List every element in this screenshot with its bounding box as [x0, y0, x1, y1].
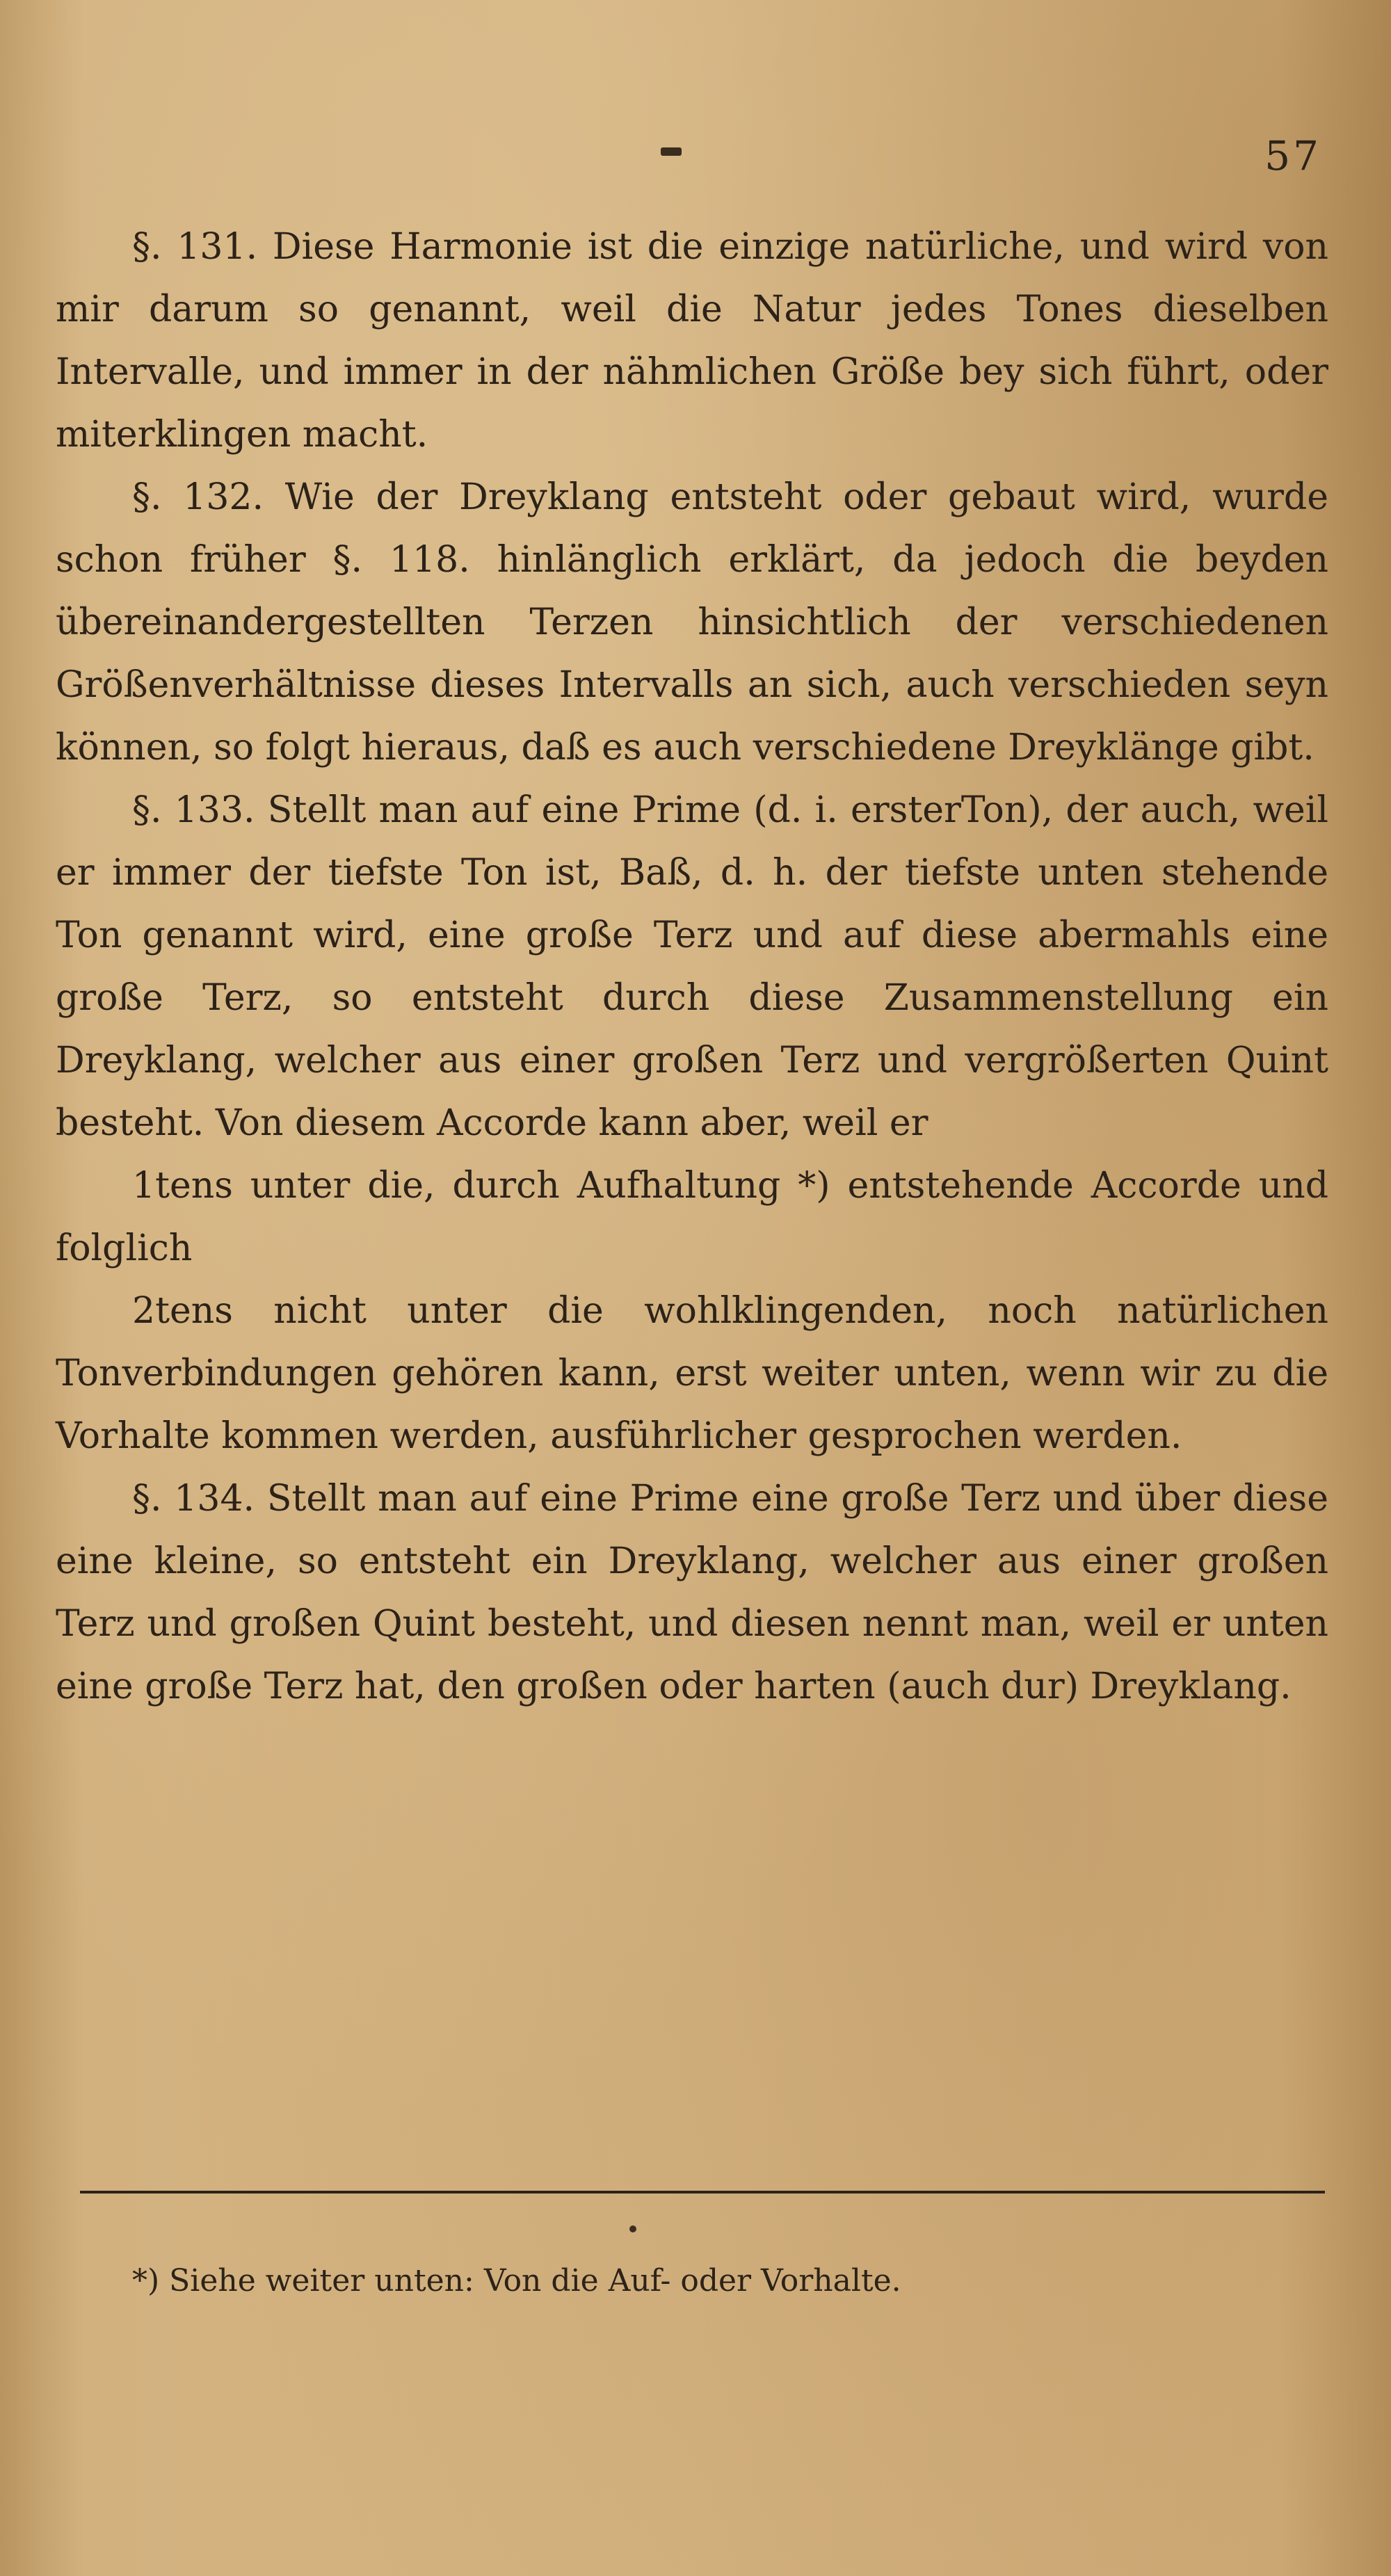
footnote: *) Siehe weiter unten: Von die Auf- oder Vorhalte. [132, 2263, 901, 2299]
footnote-rule [80, 2191, 1325, 2193]
list-item-2: 2tens nicht unter die wohlklingenden, noch natürlichen Tonverbindungen gehören kann, erst weiter unten, wenn wir zu die Vorhalte kommen werden, ausführlicher gesprochen werden. [56, 1290, 1328, 1457]
footnote-dot [629, 2225, 636, 2232]
body-text [56, 216, 1328, 1718]
paragraph-134: §. 134. Stellt man auf eine Prime eine große Terz und über diese eine kleine, so entsteht ein Dreyklang, welcher aus einer großen Terz und großen Quint besteht, und diesen nennt man, weil er unten eine große Terz hat, den großen oder harten (auch dur) Dreyklang. [56, 1478, 1328, 1707]
paragraph-131: §. 131. Diese Harmonie ist die einzige natürliche, und wird von mir darum so genannt, weil die Natur jedes Tones dieselben Intervalle, und immer in der nähmlichen Größe bey sich führt, oder miterklingen macht. [56, 226, 1328, 456]
list-item-1: 1tens unter die, durch Aufhaltung *) entstehende Accorde und folglich [56, 1165, 1328, 1269]
paragraph-132: §. 132. Wie der Dreyklang entsteht oder gebaut wird, wurde schon früher §. 118. hinlänglich erklärt, da jedoch die beyden übereinandergestellten Terzen hinsichtlich der verschiedenen Größenverhältnisse dieses Intervalls an sich, auch verschieden seyn können, so folgt hieraus, daß es auch verschiedene Dreyklänge gibt. [56, 476, 1328, 768]
page-header [77, 132, 1321, 188]
page-number: 57 [1264, 132, 1321, 179]
paragraph-133: §. 133. Stellt man auf eine Prime (d. i. ersterTon), der auch, weil er immer der tiefste Ton ist, Baß, d. h. der tiefste unten stehende Ton genannt wird, eine große Terz und auf diese abermahls eine große Terz, so entsteht durch diese Zusammenstellung ein Dreyklang, welcher aus einer großen Terz und vergrößerten Quint besteht. Von diesem Accorde kann aber, weil er [56, 789, 1328, 1144]
header-ornament [661, 147, 682, 156]
